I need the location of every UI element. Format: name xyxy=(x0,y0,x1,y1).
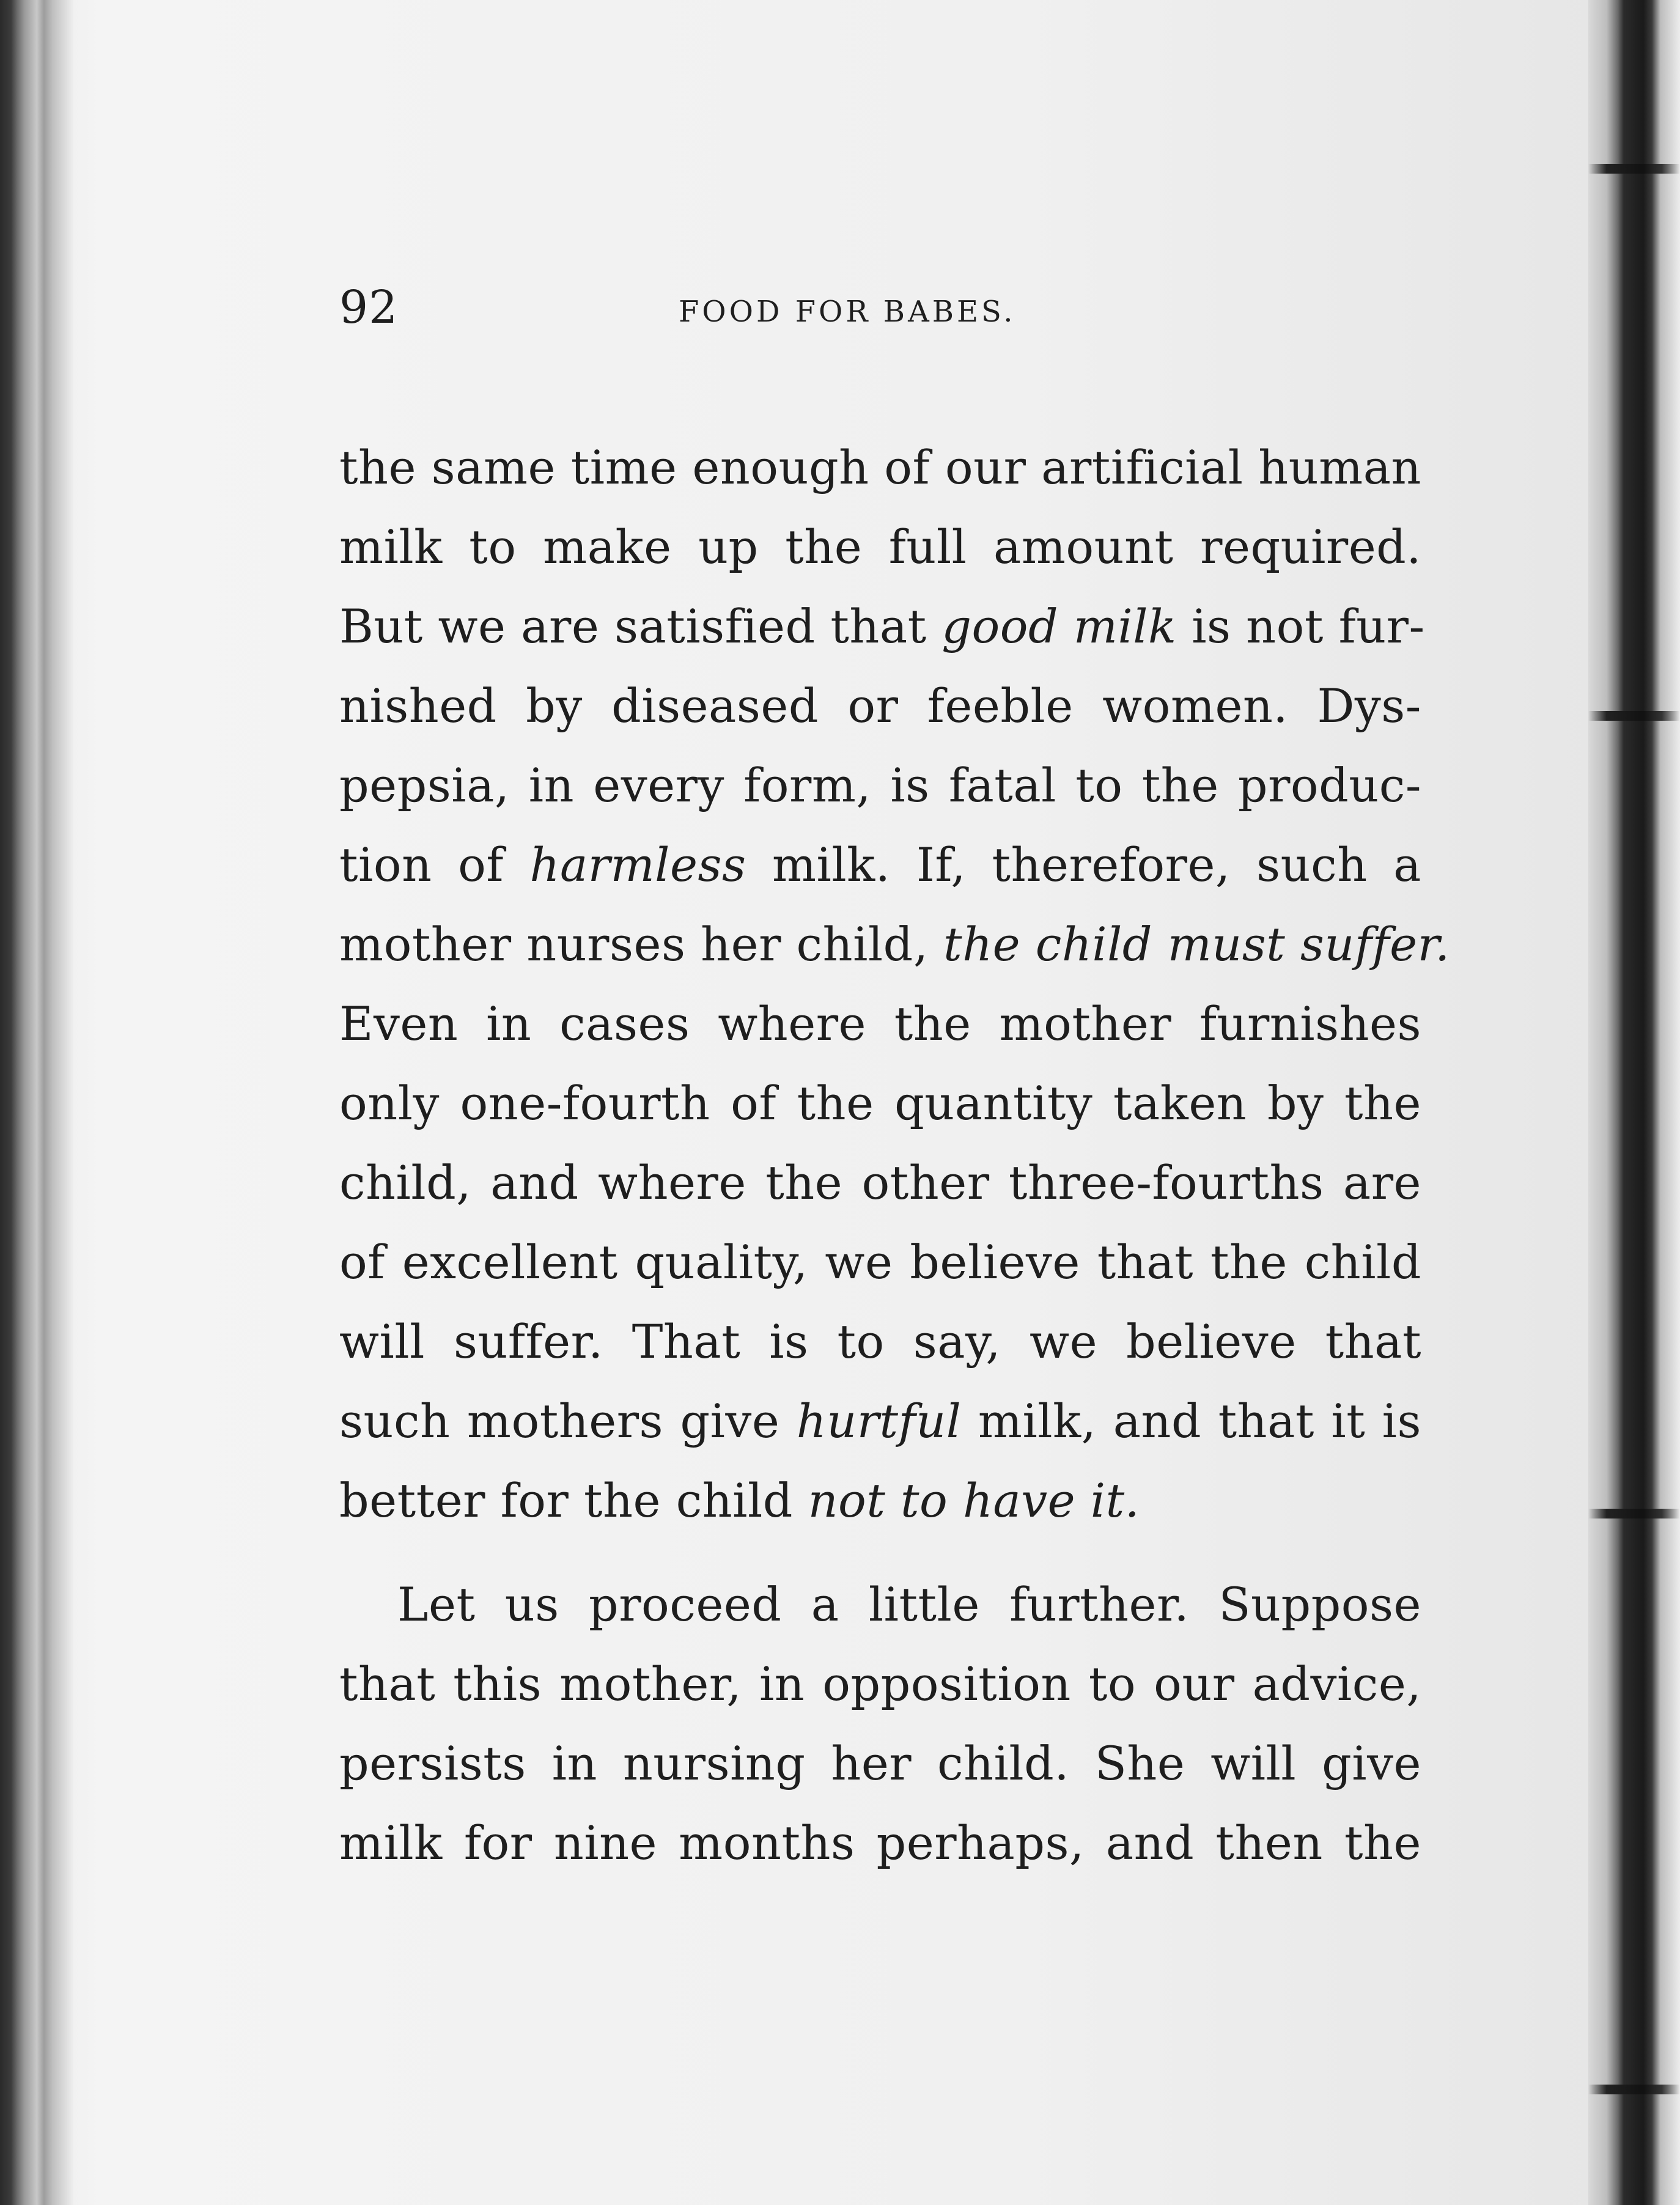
text-line: of excellent quality, we believe that the child xyxy=(339,1235,1421,1289)
text-line: milk for nine months perhaps, and then the xyxy=(339,1816,1421,1870)
binding-mark xyxy=(1588,164,1680,174)
text-run: better for the child xyxy=(339,1473,808,1528)
text-line: that this mother, in opposition to our advice, xyxy=(339,1657,1421,1711)
text-line: child, and where the other three-fourths are xyxy=(339,1155,1421,1210)
text-line: nished by diseased or feeble women. Dys- xyxy=(339,679,1421,733)
text-line xyxy=(339,825,1421,905)
text-line: Even in cases where the mother furnishes xyxy=(339,996,1421,1051)
text-line: the same time enough of our artificial human xyxy=(339,440,1421,495)
binding-mark xyxy=(1588,711,1680,721)
italic-emphasis: the child must suffer. xyxy=(943,917,1450,971)
text-run: tion of xyxy=(339,837,530,892)
text-line xyxy=(339,905,1450,984)
book-page xyxy=(339,281,1450,1883)
paragraph-1 xyxy=(339,428,1450,1541)
text-run: milk, and that it is xyxy=(961,1394,1421,1448)
text-line: only one-fourth of the quantity taken by the xyxy=(339,1076,1421,1130)
text-run: is not fur- xyxy=(1176,599,1425,653)
text-line xyxy=(339,1461,1421,1541)
page-fore-edge xyxy=(1588,0,1680,2205)
text-line: milk to make up the full amount required. xyxy=(339,520,1421,574)
paragraph-2 xyxy=(339,1565,1421,1883)
text-run: But we are satisfied that xyxy=(339,599,942,653)
paragraph-gap xyxy=(339,1541,1421,1565)
italic-emphasis: good milk xyxy=(941,599,1177,653)
binding-mark xyxy=(1588,1509,1680,1518)
italic-emphasis: harmless xyxy=(529,837,746,892)
italic-emphasis: not to have it. xyxy=(808,1473,1140,1528)
binding-mark xyxy=(1588,2085,1680,2094)
text-run: milk. If, therefore, such a xyxy=(746,837,1421,892)
running-title: FOOD FOR BABES. xyxy=(679,295,1016,329)
text-line: will suffer. That is to say, we believe that xyxy=(339,1314,1421,1369)
text-line: persists in nursing her child. She will give xyxy=(339,1736,1421,1791)
book-spine-edge xyxy=(0,0,73,2205)
text-run: mother nurses her child, xyxy=(339,917,944,971)
italic-emphasis: hurtful xyxy=(796,1394,962,1448)
text-line xyxy=(339,587,1425,666)
text-line: pepsia, in every form, is fatal to the produc- xyxy=(339,758,1421,812)
text-line xyxy=(339,1382,1421,1461)
text-run: such mothers give xyxy=(339,1394,797,1448)
running-head xyxy=(339,281,1421,336)
text-line: Let us proceed a little further. Suppose xyxy=(397,1577,1421,1632)
page-number: 92 xyxy=(339,281,399,334)
